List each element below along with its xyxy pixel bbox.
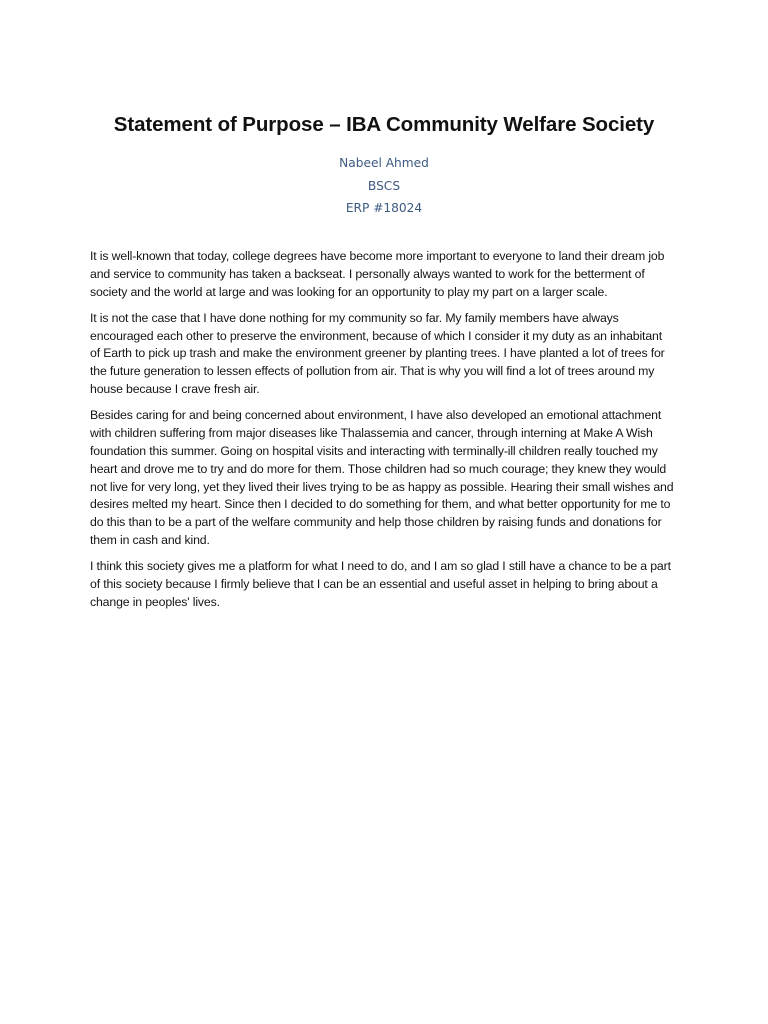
author-name: Nabeel Ahmed xyxy=(339,156,429,170)
paragraph-3: Besides caring for and being concerned about environment, I have also developed an emotional attachment with children suffering from major diseases like Thalassemia and cancer, through interning at Make A Wish foundation this summer. Going on hospital visits and interacting with terminally-ill children really touched my heart and drove me to try and do more for them. Those children had so much courage; they knew they would not live for very long, yet they lived their lives trying to be as happy as possible. Hearing their small wishes and desires melted my heart. Since then I decided to do something for them, and what better opportunity for me to do this than to be a part of the welfare community and help those children by raising funds and donations for them in cash and kind. xyxy=(90,408,674,547)
paragraph-4: I think this society gives me a platform for what I need to do, and I am so glad I still have a chance to be a part of this society because I firmly believe that I can be an essential and useful asset in helping to bring about a change in peoples' lives. xyxy=(90,559,671,609)
paragraph-2: It is not the case that I have done nothing for my community so far. My family members have always encouraged each other to preserve the environment, because of which I consider it my duty as an inhabitant of Earth to pick up trash and make the environment greener by planting trees. I have planted a lot of trees for the future generation to lessen effects of pollution from air. That is why you will find a lot of trees around my house because I crave fresh air. xyxy=(90,310,665,397)
paragraph-1: It is well-known that today, college degrees have become more important to everyone to land their dream job and service to community has taken a backseat. I personally always wanted to work for the betterment of society and the world at large and was looking for an opportunity to play my part on a larger scale. xyxy=(90,249,665,299)
author-erp: ERP #18024 xyxy=(345,201,423,215)
document-body xyxy=(90,248,675,620)
document-title: Statement of Purpose – IBA Community Welfare Society xyxy=(113,113,655,136)
author-block xyxy=(0,153,768,221)
author-program: BSCS xyxy=(367,178,401,193)
